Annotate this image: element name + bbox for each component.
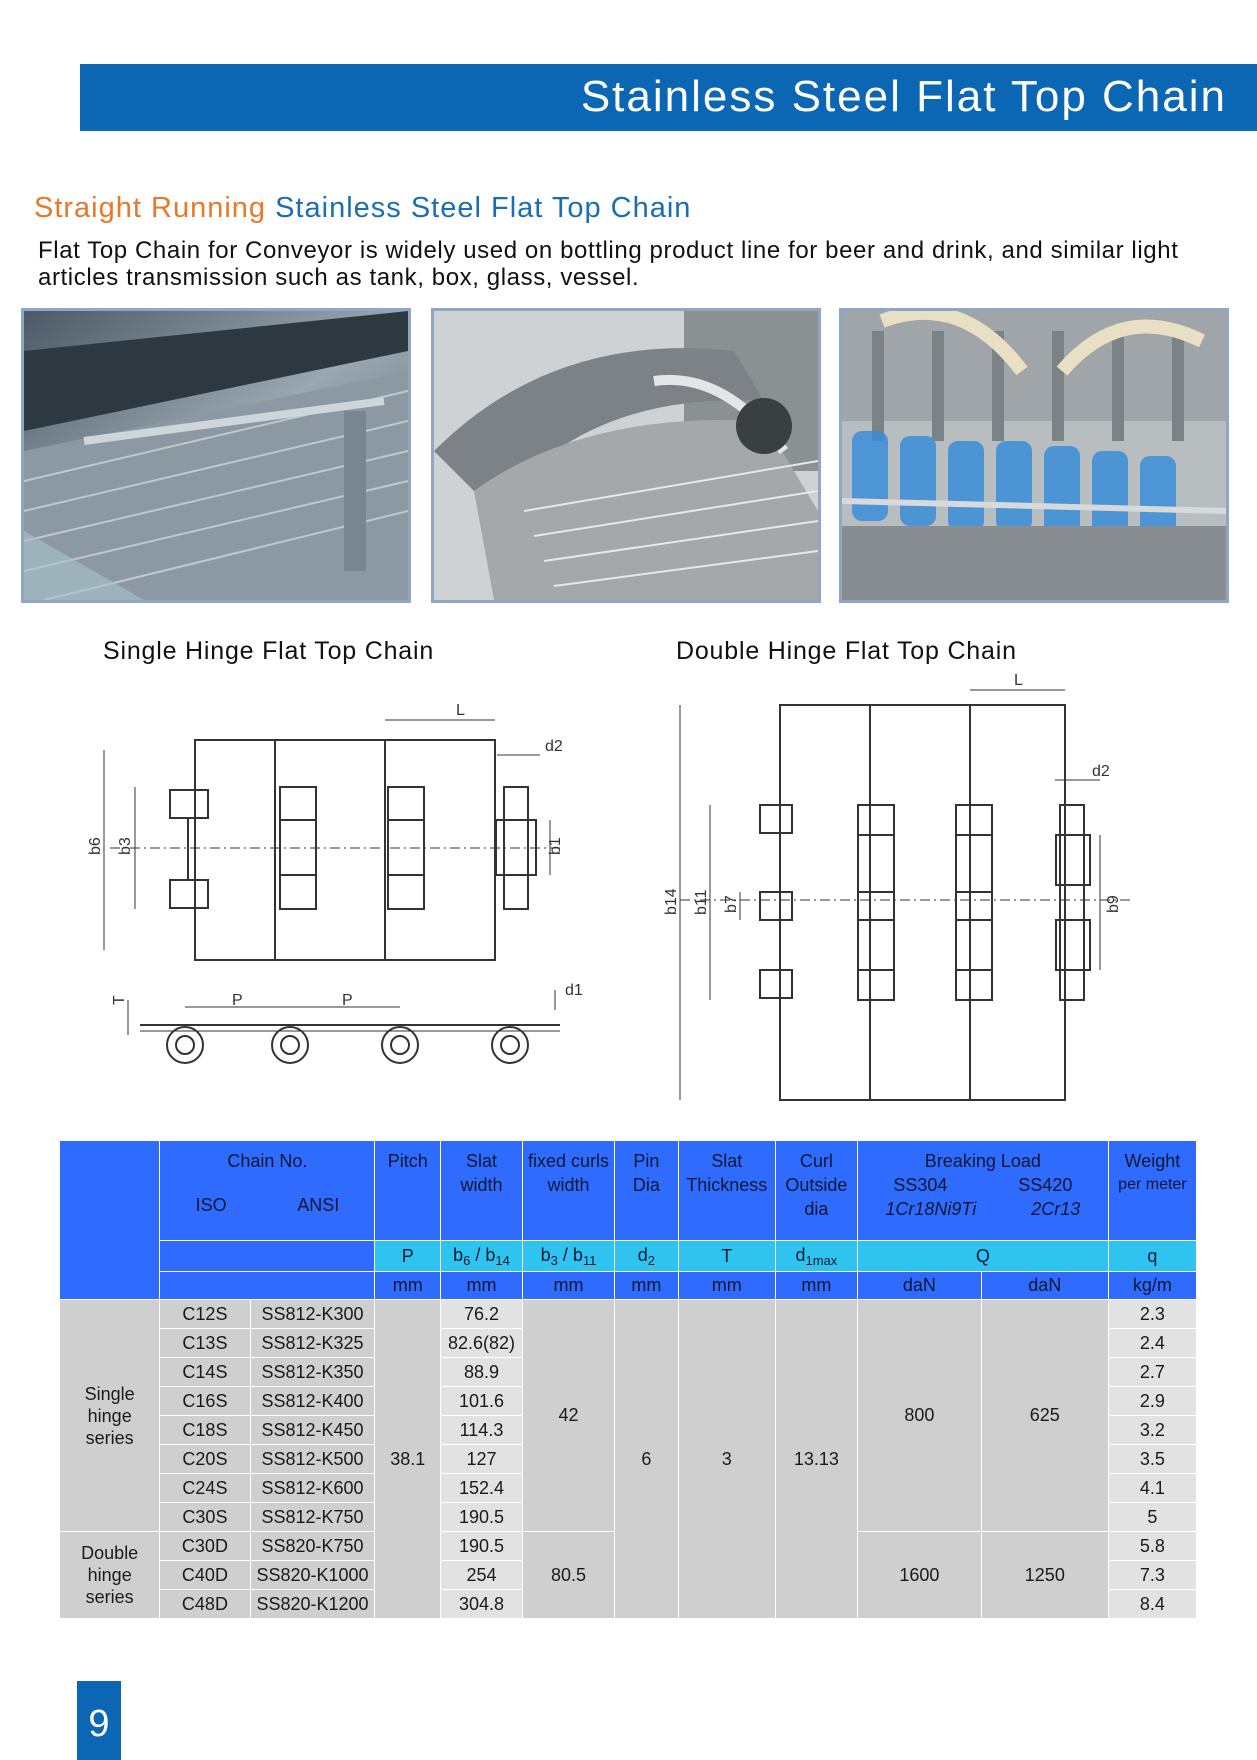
dim-label-b11: b11 [693, 889, 710, 915]
subtitle-highlight: Straight Running [34, 192, 267, 224]
chain-no-header: Chain No. ISO ANSI [160, 1141, 375, 1241]
slat-width-header: Slat width [441, 1141, 523, 1241]
dim-label-d2: d2 [545, 738, 563, 755]
ansi-header: ANSI [297, 1195, 340, 1215]
conveyor-chain-photo [21, 308, 411, 603]
dim-label-b6: b6 [87, 837, 104, 855]
table-row: C13S SS812-K325 82.6(82) 2.4 [60, 1329, 1197, 1358]
thickness-value: 3 [678, 1300, 775, 1619]
section-subtitle [34, 192, 691, 225]
q304-double: 1600 [857, 1532, 981, 1619]
table-unit-row: mm mm mm mm mm mm daN daN kg/m [60, 1272, 1197, 1300]
curl-dia-header: Curl Outside dia [775, 1141, 857, 1241]
dim-label-b14: b14 [663, 888, 680, 915]
single-hinge-drawing [80, 695, 590, 1080]
dim-label-T: T [111, 995, 128, 1005]
pin-value: 6 [615, 1300, 679, 1619]
page-number-badge [77, 1681, 121, 1760]
breaking-load-header: Breaking Load SS304 SS420 1Cr18Ni9Ti 2Cr13 [857, 1141, 1108, 1241]
table-row: Single hinge series C12S SS812-K300 38.1 76.2 42 6 3 13.13 800 625 2.3 [60, 1300, 1197, 1329]
page-number: 9 [88, 1703, 110, 1745]
dim-label-b1: b1 [547, 837, 564, 855]
title-banner [80, 64, 1257, 131]
table-row: C24S SS812-K600 152.4 4.1 [60, 1474, 1197, 1503]
dim-label-d1: d1 [565, 982, 583, 999]
double-hinge-title: Double Hinge Flat Top Chain [676, 637, 1017, 665]
page-title: Stainless Steel Flat Top Chain [580, 72, 1227, 121]
table-header-row [60, 1141, 1197, 1241]
dim-label-P2: P [342, 992, 353, 1009]
dim-label-L: L [456, 702, 465, 719]
iso-header: ISO [195, 1195, 227, 1215]
q420-double: 1250 [981, 1532, 1108, 1619]
dim-label-b9: b9 [1105, 895, 1122, 913]
spec-table [59, 1140, 1197, 1619]
pitch-header: Pitch [375, 1141, 441, 1241]
intro-paragraph: Flat Top Chain for Conveyor is widely used on bottling product line for beer and drink, and similar light articles transmission such as tank, box, glass, vessel. [38, 237, 1179, 291]
corner-cell [60, 1141, 160, 1300]
table-row: C14S SS812-K350 88.9 2.7 [60, 1358, 1197, 1387]
fixed-curls-header: fixed curls width [522, 1141, 614, 1241]
bottling-line-photo [839, 308, 1229, 603]
table-row: C18S SS812-K450 114.3 3.2 [60, 1416, 1197, 1445]
double-hinge-drawing [660, 670, 1140, 1115]
table-row: Double hinge series C30D SS820-K750 190.5 80.5 1600 1250 5.8 [60, 1532, 1197, 1561]
curls-single: 42 [522, 1300, 614, 1532]
table-symbol-row: P $b_6 / b_{14}$ $b_3 / b_{11}$ $d_2$ T $d_{1max}$ Q q [60, 1241, 1197, 1272]
pin-dia-header: Pin Dia [615, 1141, 679, 1241]
subtitle-main: Stainless Steel Flat Top Chain [275, 192, 692, 224]
curved-flat-top-chain-photo [431, 308, 821, 603]
slat-thickness-header: Slat Thickness [678, 1141, 775, 1241]
table-row: C20S SS812-K500 127 3.5 [60, 1445, 1197, 1474]
q420-single: 625 [981, 1300, 1108, 1532]
single-hinge-title: Single Hinge Flat Top Chain [103, 637, 435, 665]
dim-label-P1: P [232, 992, 243, 1009]
dim-label-b7: b7 [723, 895, 740, 913]
single-hinge-group: Single hinge series [60, 1300, 160, 1532]
table-row: C16S SS812-K400 101.6 2.9 [60, 1387, 1197, 1416]
double-hinge-group: Double hinge series [60, 1532, 160, 1619]
pitch-value: 38.1 [375, 1300, 441, 1619]
dim-label-b3: b3 [117, 837, 134, 855]
curls-double: 80.5 [522, 1532, 614, 1619]
dim-label-L: L [1014, 672, 1023, 689]
weight-header: Weight per meter [1108, 1141, 1196, 1241]
dim-label-d2: d2 [1092, 763, 1110, 780]
curl-value: 13.13 [775, 1300, 857, 1619]
q304-single: 800 [857, 1300, 981, 1532]
table-row: C40D SS820-K1000 254 7.3 [60, 1561, 1197, 1590]
table-row: C30S SS812-K750 190.5 5 [60, 1503, 1197, 1532]
table-row: C48D SS820-K1200 304.8 8.4 [60, 1590, 1197, 1619]
